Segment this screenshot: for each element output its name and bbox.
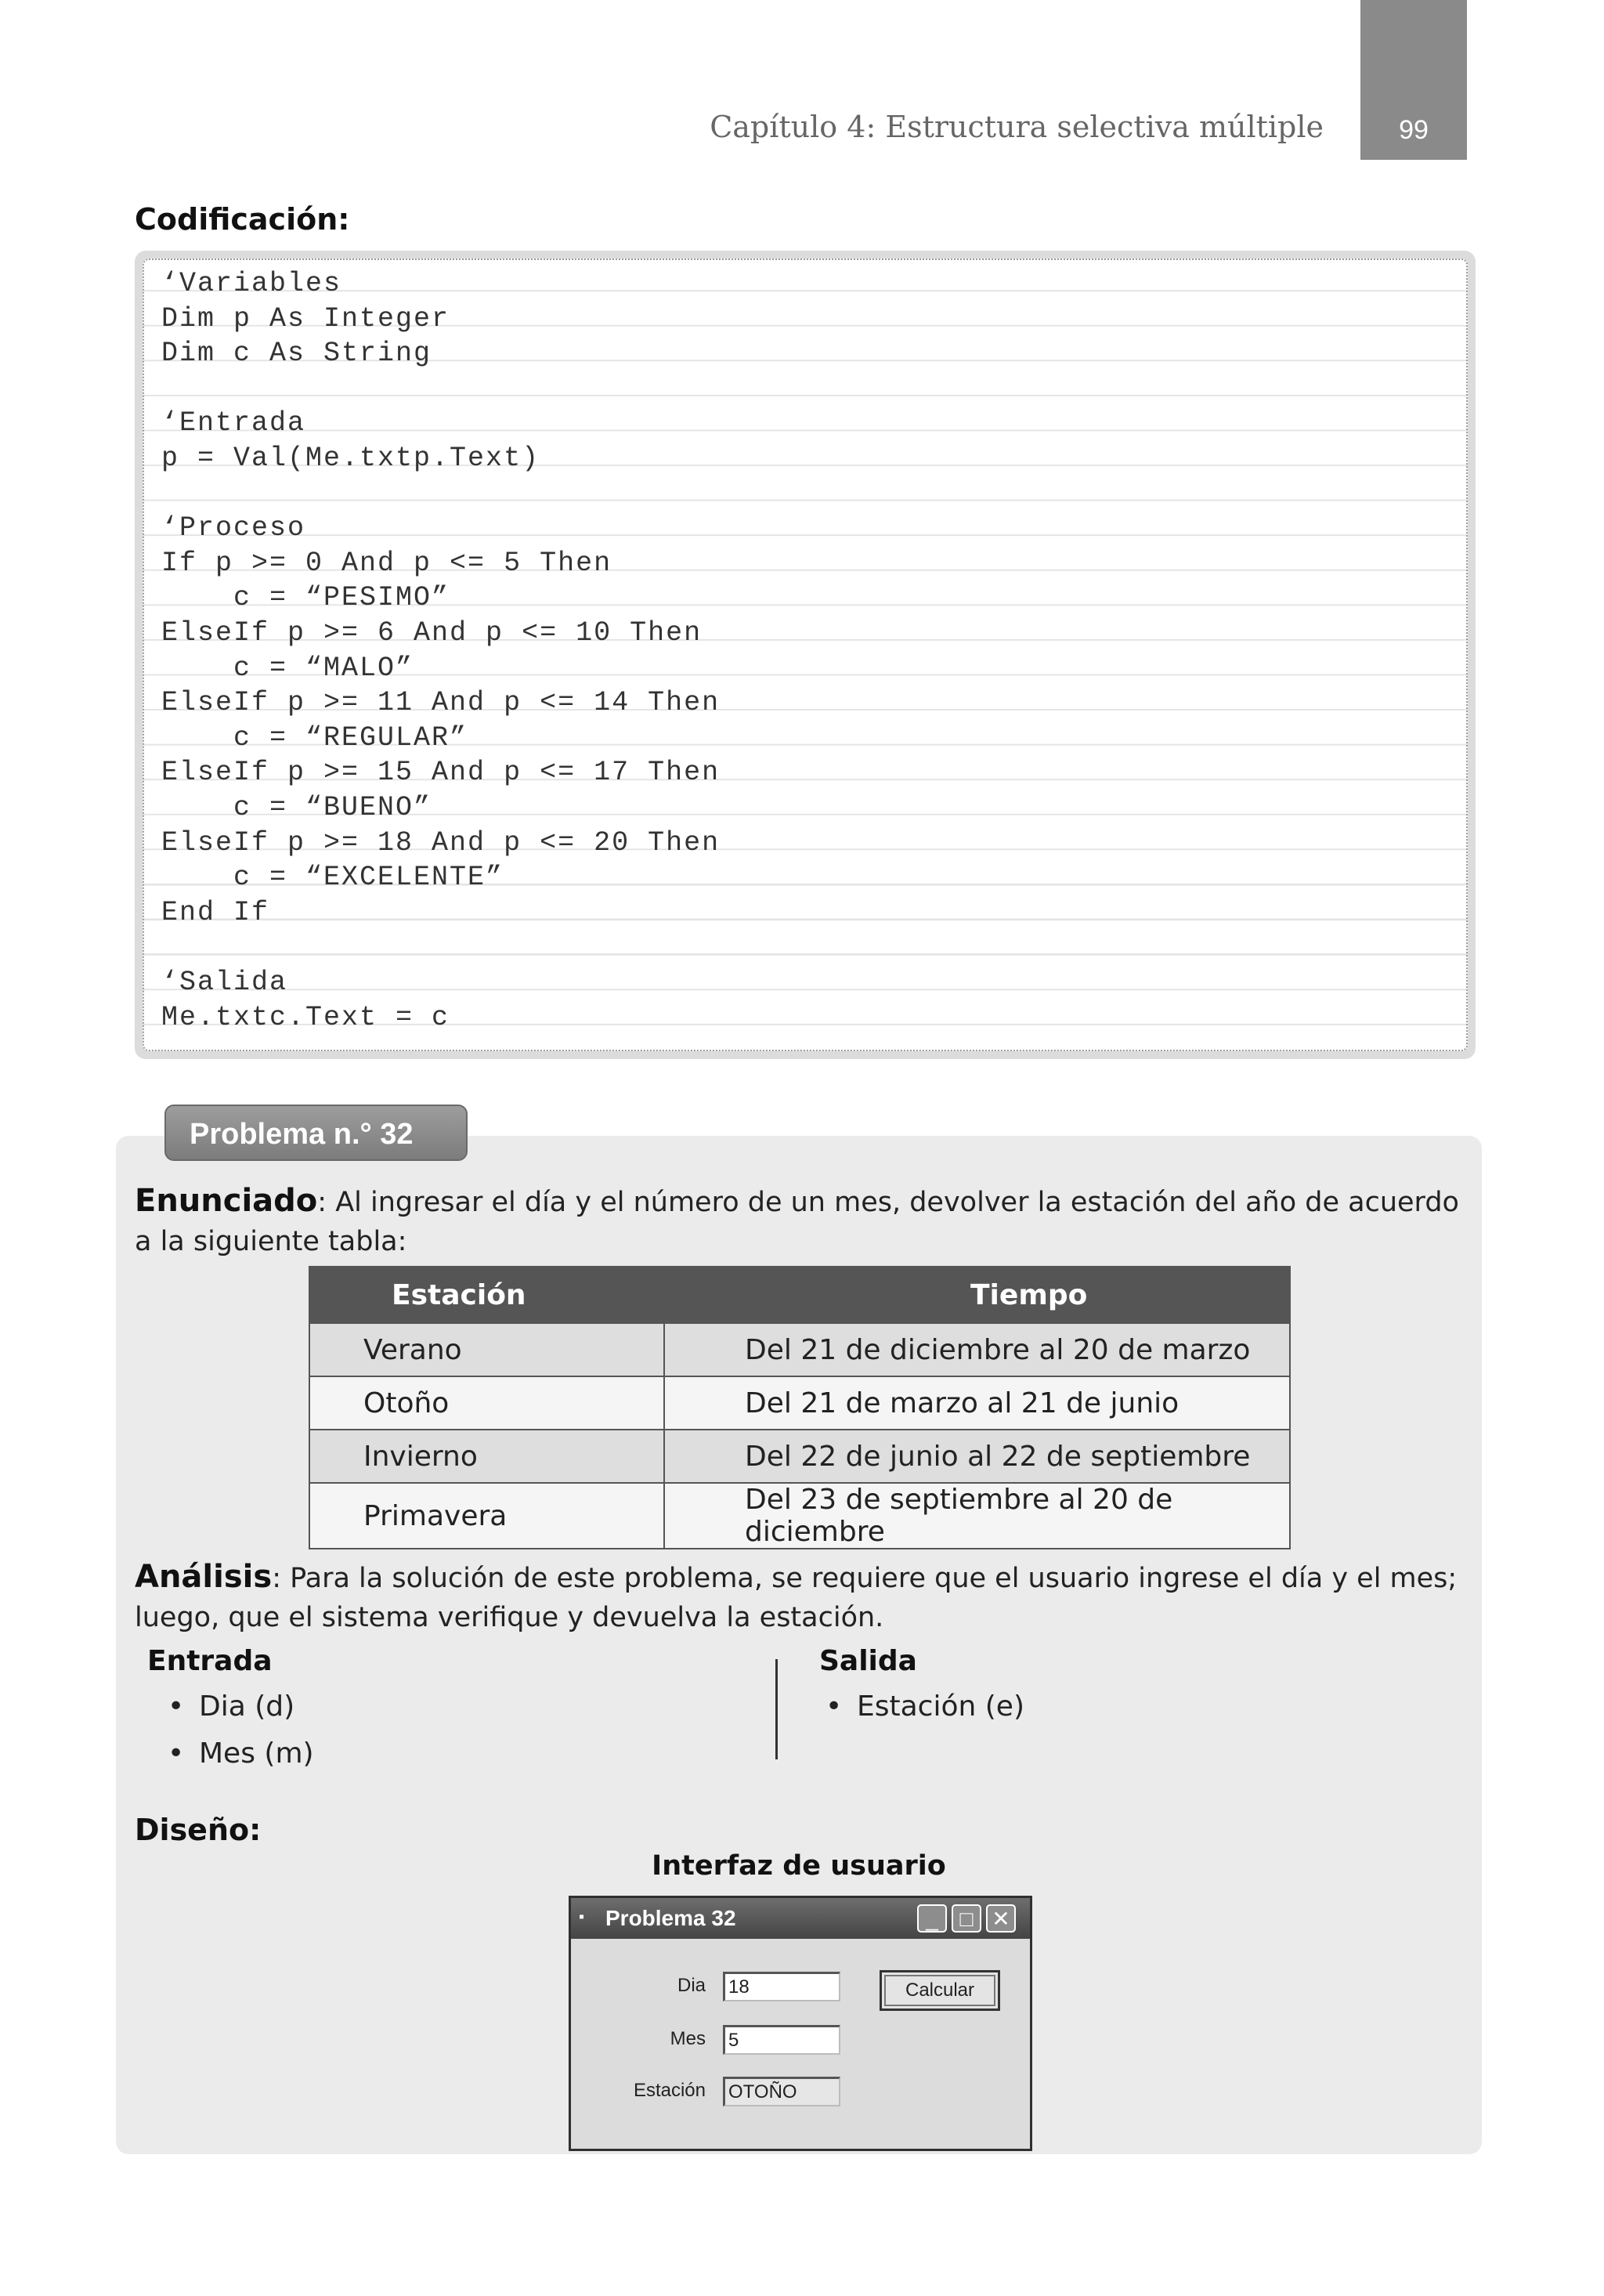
code-line: Dim p As Integer (161, 302, 450, 334)
salida-heading: Salida (819, 1645, 917, 1677)
estacion-output: OTOÑO (723, 2077, 840, 2106)
interfaz-title: Interfaz de usuario (652, 1850, 946, 1882)
code-line: c = “PESIMO” (161, 582, 450, 614)
dia-label: Dia (677, 1975, 706, 1996)
code-line: ‘Entrada (161, 407, 306, 439)
io-divider (775, 1659, 778, 1759)
code-line: p = Val(Me.txtp.Text) (161, 443, 540, 474)
code-line: ‘Proceso (161, 512, 306, 544)
code-line: ‘Salida (161, 967, 288, 998)
window-titlebar[interactable] (571, 1898, 1030, 1939)
code-line: c = “MALO” (161, 652, 414, 684)
enunciado-text: : Al ingresar el día y el número de un mes, devolver la estación del año de acuerdo a la siguiente tabla: (135, 1187, 1459, 1257)
table-row (309, 1483, 1290, 1549)
table-row (309, 1323, 1290, 1376)
table-row (309, 1376, 1290, 1430)
mes-input[interactable]: 5 (723, 2025, 840, 2055)
table-cell: Del 22 de junio al 22 de septiembre (664, 1430, 1290, 1483)
table-header-estacion: Estación (309, 1267, 664, 1323)
code-line: Dim c As String (161, 338, 432, 370)
table-header-row (309, 1267, 1290, 1323)
table-cell: Del 21 de diciembre al 20 de marzo (664, 1323, 1290, 1376)
code-area (143, 259, 1468, 1051)
minimize-icon[interactable]: _ (917, 1904, 947, 1933)
page-number-tab (1360, 0, 1467, 160)
table-row (309, 1430, 1290, 1483)
table-cell: Del 23 de septiembre al 20 de diciembre (664, 1483, 1290, 1549)
enunciado-paragraph (135, 1181, 1476, 1261)
estacion-label: Estación (633, 2080, 706, 2101)
table-cell: Verano (309, 1323, 664, 1376)
code-line: Me.txtc.Text = c (161, 1001, 450, 1033)
table-cell: Invierno (309, 1430, 664, 1483)
problem-window (569, 1896, 1032, 2151)
table-header-tiempo: Tiempo (664, 1267, 1290, 1323)
code-box (135, 251, 1476, 1059)
maximize-icon[interactable]: □ (952, 1904, 981, 1933)
calcular-button-label: Calcular (884, 1975, 995, 2006)
page-number: 99 (1399, 115, 1429, 145)
entrada-heading: Entrada (147, 1645, 273, 1677)
dia-input[interactable]: 18 (723, 1972, 840, 2001)
window-app-icon: ▪ (579, 1908, 585, 1925)
analisis-paragraph (135, 1557, 1476, 1637)
salida-item: • Estación (e) (857, 1690, 1024, 1723)
enunciado-label: Enunciado (135, 1183, 318, 1219)
chapter-title: Capítulo 4: Estructura selectiva múltiple (710, 110, 1324, 144)
diseno-heading: Diseño: (135, 1813, 262, 1847)
entrada-item: • Mes (m) (199, 1737, 314, 1770)
code-line: c = “EXCELENTE” (161, 862, 504, 894)
entrada-item: • Dia (d) (199, 1690, 294, 1723)
table-cell: Del 21 de marzo al 21 de junio (664, 1376, 1290, 1430)
codificacion-heading: Codificación: (135, 202, 350, 237)
code-line: ‘Variables (161, 268, 342, 299)
analisis-text: : Para la solución de este problema, se requiere que el usuario ingrese el día y el mes; luego, que el sistema verifique y devuelva la estación. (135, 1563, 1458, 1633)
calcular-button[interactable] (880, 1970, 1000, 2011)
season-table (309, 1266, 1291, 1549)
code-line: ElseIf p >= 15 And p <= 17 Then (161, 757, 721, 789)
mes-label: Mes (670, 2028, 706, 2049)
problem-tab: Problema n.° 32 (164, 1105, 468, 1161)
analisis-label: Análisis (135, 1559, 273, 1595)
window-title: Problema 32 (605, 1906, 736, 1930)
close-icon[interactable]: ✕ (986, 1904, 1016, 1933)
code-line: c = “BUENO” (161, 792, 432, 823)
code-line: ElseIf p >= 6 And p <= 10 Then (161, 617, 703, 649)
code-line: ElseIf p >= 11 And p <= 14 Then (161, 687, 721, 719)
code-line: End If (161, 896, 270, 928)
code-line: ElseIf p >= 18 And p <= 20 Then (161, 826, 721, 859)
code-line: If p >= 0 And p <= 5 Then (161, 547, 612, 579)
table-cell: Primavera (309, 1483, 664, 1549)
code-line: c = “REGULAR” (161, 721, 468, 754)
table-cell: Otoño (309, 1376, 664, 1430)
